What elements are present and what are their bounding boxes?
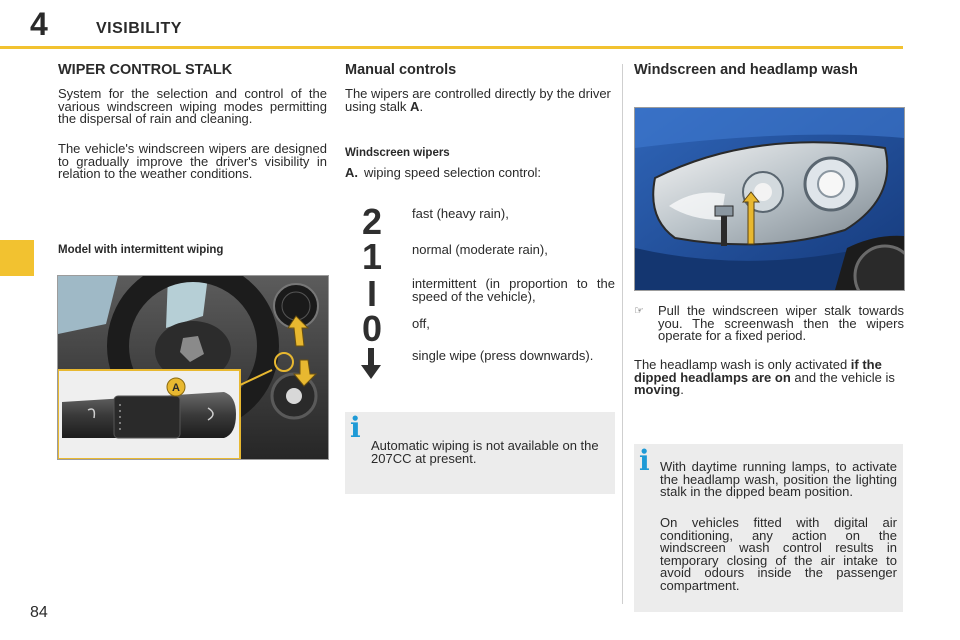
speed-intermittent-text: intermittent (in proportion to the speed of the vehicle), [412, 276, 615, 304]
screenwash-instruction [634, 305, 904, 343]
svg-text:2: 2 [361, 203, 383, 237]
svg-text:1: 1 [361, 238, 383, 272]
air-intake-note: On vehicles fitted with digital air conditioning, any action on the windscreen wash control results in temporary closing of the air intake to avoid odours inside the passenger compartment. [660, 515, 897, 593]
stalk-a-description: A. wiping speed selection control: [345, 165, 542, 180]
section-heading-wiper-stalk: WIPER CONTROL STALK [58, 62, 233, 78]
wiper-visibility-description: The vehicle's windscreen wipers are designed to gradually improve the driver's visibility in relation to the weather conditions. [58, 141, 327, 181]
info-icon: i [639, 444, 650, 477]
automatic-wiping-note: Automatic wiping is not available on the 207CC at present. [371, 438, 599, 466]
speed-fast-text: fast (heavy rain), [412, 206, 509, 221]
chapter-title: VISIBILITY [96, 20, 182, 37]
model-intermittent-subheading: Model with intermittent wiping [58, 244, 224, 256]
headlamp-wash-condition: The headlamp wash is only activated if the dipped headlamps are on and the vehicle is moving. [634, 357, 895, 397]
speed-normal-text: normal (moderate rain), [412, 242, 548, 257]
column-divider [622, 64, 623, 604]
intermittent-symbol [358, 275, 386, 309]
info-icon: i [350, 411, 361, 444]
section-heading-windscreen-headlamp-wash: Windscreen and headlamp wash [634, 62, 858, 78]
svg-text:I: I [366, 275, 378, 309]
speed-off-text: off, [412, 316, 430, 331]
manual-controls-intro: The wipers are controlled directly by the driver using stalk A. [345, 86, 611, 114]
pointing-hand-icon: ☞ [634, 305, 644, 317]
single-wipe-arrow-down-icon [360, 348, 382, 380]
single-wipe-text: single wipe (press downwards). [412, 348, 594, 363]
speed-2-symbol [358, 203, 386, 237]
speed-0-symbol [358, 310, 386, 344]
page-number: 84 [30, 604, 48, 621]
screenwash-instruction-text: Pull the windscreen wiper stalk towards you. The screenwash then the wipers operate for a fixed period. [658, 303, 904, 343]
speed-1-symbol [358, 238, 386, 272]
section-heading-manual-controls: Manual controls [345, 62, 457, 78]
photo-label-a: A [172, 382, 180, 394]
chapter-side-tab [0, 240, 34, 276]
headlamp-photo [634, 107, 905, 291]
daytime-lamps-note: With daytime running lamps, to activate the headlamp wash, position the lighting stalk in the dipped beam position. [660, 459, 897, 499]
windscreen-wipers-subheading: Windscreen wipers [345, 147, 450, 159]
svg-text:0: 0 [361, 310, 383, 344]
chapter-number: 4 [30, 6, 48, 42]
header-rule [0, 46, 903, 49]
wiper-stalk-photo [57, 275, 329, 460]
wiper-stalk-description: System for the selection and control of the various windscreen wiping modes permitting the dispersal of rain and cleaning. [58, 86, 327, 126]
